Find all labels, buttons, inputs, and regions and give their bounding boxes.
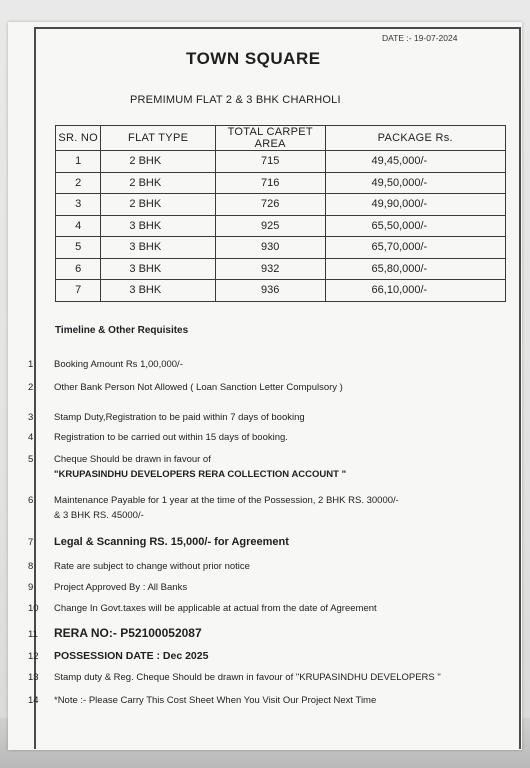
item-number: 10 — [28, 603, 39, 614]
header-carpet-area: TOTAL CARPET AREA — [215, 126, 325, 151]
cell-package: 49,90,000/- — [325, 194, 505, 216]
cell-sr-no: 4 — [56, 215, 101, 237]
cell-package: 65,70,000/- — [325, 237, 505, 259]
item-number: 1 — [28, 359, 34, 370]
table-row — [56, 258, 506, 280]
requisite-item — [28, 650, 208, 662]
cell-flat-type: 3 BHK — [101, 215, 216, 237]
rera-number: RERA NO:- P52100052087 — [54, 626, 202, 640]
item-number: 13 — [28, 672, 39, 683]
item-text: Maintenance Payable for 1 year at the time of the Possession, 2 BHK RS. 30000/- — [54, 495, 399, 506]
requisite-item — [28, 454, 347, 480]
cell-package: 49,45,000/- — [325, 151, 505, 173]
table-row — [56, 280, 506, 302]
requisite-item — [28, 382, 343, 393]
cell-sr-no: 7 — [56, 280, 101, 302]
cell-package: 66,10,000/- — [325, 280, 505, 302]
requisite-item — [28, 495, 399, 521]
cell-sr-no: 2 — [56, 172, 101, 194]
item-number: 2 — [28, 382, 34, 393]
item-number: 8 — [28, 561, 34, 572]
requisite-item — [28, 695, 376, 706]
possession-date: POSSESSION DATE : Dec 2025 — [54, 650, 209, 662]
requisite-item — [28, 412, 305, 423]
requisite-item — [28, 432, 288, 443]
item-text: Cheque Should be drawn in favour of — [54, 454, 211, 465]
item-number: 6 — [28, 495, 34, 506]
item-number: 12 — [28, 651, 39, 662]
item-text: Other Bank Person Not Allowed ( Loan Sanction Letter Compulsory ) — [54, 382, 343, 393]
item-text: Stamp Duty,Registration to be paid within 7 days of booking — [54, 412, 305, 423]
cell-flat-type: 2 BHK — [101, 194, 216, 216]
table-row — [56, 194, 506, 216]
price-table — [55, 125, 506, 302]
page-title: TOWN SQUARE — [186, 49, 321, 68]
item-text: Project Approved By : All Banks — [54, 582, 188, 593]
item-number: 11 — [28, 629, 38, 640]
cell-sr-no: 6 — [56, 258, 101, 280]
item-number: 9 — [28, 582, 34, 593]
cell-flat-type: 2 BHK — [101, 172, 216, 194]
section-heading: Timeline & Other Requisites — [55, 325, 189, 336]
requisite-item — [28, 536, 289, 548]
cell-sr-no: 5 — [56, 237, 101, 259]
cell-carpet-area: 936 — [215, 280, 325, 302]
cell-carpet-area: 930 — [215, 237, 325, 259]
cell-carpet-area: 726 — [215, 194, 325, 216]
item-text: Rate are subject to change without prior notice — [54, 561, 250, 572]
item-text: Change In Govt.taxes will be applicable at actual from the date of Agreement — [54, 603, 377, 614]
cell-flat-type: 2 BHK — [101, 151, 216, 173]
cell-flat-type: 3 BHK — [101, 258, 216, 280]
cell-package: 65,50,000/- — [325, 215, 505, 237]
header-package: PACKAGE Rs. — [325, 126, 505, 151]
item-text: *Note :- Please Carry This Cost Sheet When You Visit Our Project Next Time — [54, 695, 377, 706]
header-sr-no: SR. NO — [56, 126, 101, 151]
table-row — [56, 172, 506, 194]
requisite-item — [28, 561, 250, 572]
table-header-row — [56, 126, 506, 151]
cell-flat-type: 3 BHK — [101, 237, 216, 259]
item-number: 7 — [28, 537, 34, 548]
table-row — [56, 237, 506, 259]
table-row — [56, 215, 506, 237]
table-row — [56, 151, 506, 173]
item-number: 4 — [28, 432, 34, 443]
requisite-item — [28, 359, 183, 370]
item-text: Legal & Scanning RS. 15,000/- for Agreement — [54, 536, 289, 548]
item-number: 3 — [28, 412, 34, 423]
item-text-continued: "KRUPASINDHU DEVELOPERS RERA COLLECTION ACCOUNT " — [54, 469, 347, 480]
cell-carpet-area: 716 — [215, 172, 325, 194]
requisite-item — [28, 626, 202, 640]
cell-carpet-area: 715 — [215, 151, 325, 173]
item-text: Stamp duty & Reg. Cheque Should be drawn in favour of "KRUPASINDHU DEVELOPERS " — [54, 672, 441, 683]
page-subtitle: PREMIMUM FLAT 2 & 3 BHK CHARHOLI — [130, 94, 341, 106]
cell-carpet-area: 932 — [215, 258, 325, 280]
item-number: 14 — [28, 695, 39, 706]
cell-package: 65,80,000/- — [325, 258, 505, 280]
cell-package: 49,50,000/- — [325, 172, 505, 194]
requisite-item — [28, 603, 377, 614]
item-text-continued: & 3 BHK RS. 45000/- — [54, 510, 144, 521]
item-number: 5 — [28, 454, 34, 465]
requisite-item — [28, 672, 441, 683]
cell-sr-no: 1 — [56, 151, 101, 173]
item-text: Registration to be carried out within 15 days of booking. — [54, 432, 288, 443]
cell-flat-type: 3 BHK — [101, 280, 216, 302]
requisite-item — [28, 582, 187, 593]
item-text: Booking Amount Rs 1,00,000/- — [54, 359, 183, 370]
date-label: DATE :- 19-07-2024 — [382, 33, 458, 43]
cell-carpet-area: 925 — [215, 215, 325, 237]
header-flat-type: FLAT TYPE — [101, 126, 216, 151]
cell-sr-no: 3 — [56, 194, 101, 216]
